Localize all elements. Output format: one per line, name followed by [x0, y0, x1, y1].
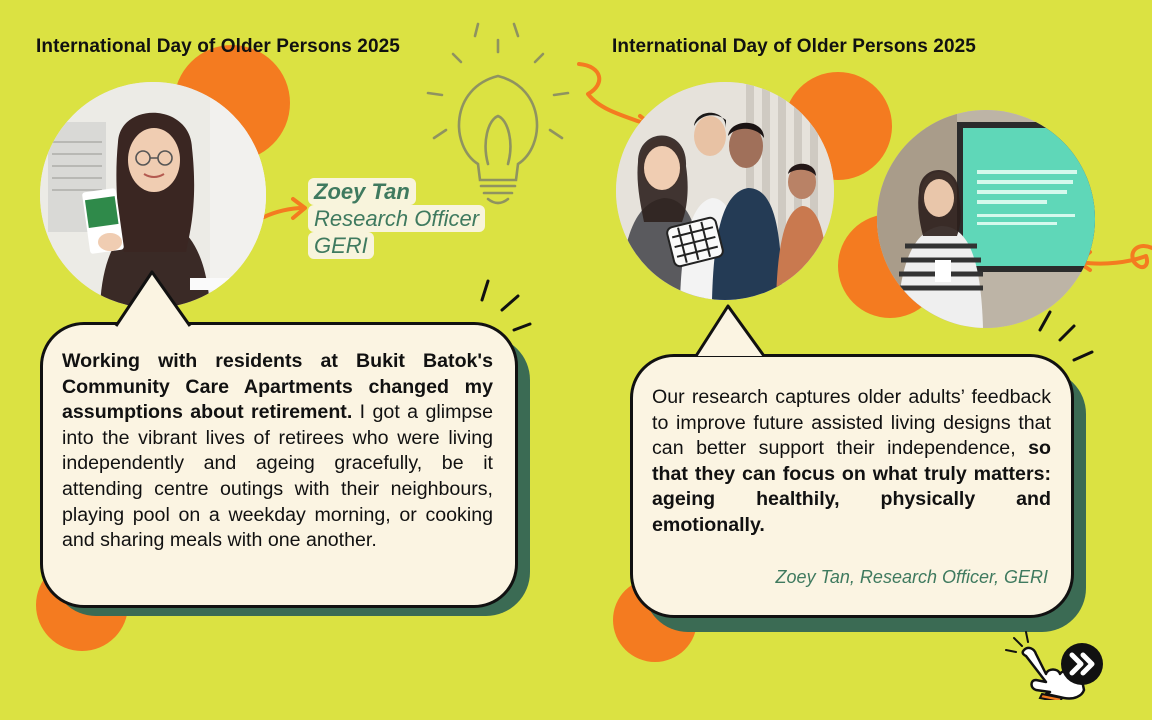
- person-name: Zoey Tan: [308, 178, 416, 205]
- lightbulb-icon: [428, 24, 568, 203]
- speech-bubble-tail: [692, 302, 772, 358]
- person-role: Research Officer: [308, 205, 485, 232]
- group-photo-illustration: [616, 82, 834, 300]
- testimonial-quote-left: [62, 349, 493, 554]
- person-org: GERI: [308, 232, 374, 259]
- quote-highlight: Working with residents at Bukit Batok's Community Care Apartments changed my assumptions about retirement.: [62, 350, 493, 424]
- next-page-button[interactable]: [1002, 630, 1112, 700]
- testimonial-quote-right: [652, 385, 1051, 539]
- quote-attribution: Zoey Tan, Research Officer, GERI: [775, 567, 1048, 587]
- page-heading-right: International Day of Older Persons 2025: [612, 36, 976, 57]
- double-chevron-icon: [1060, 642, 1104, 686]
- quote-body: Our research captures older adults’ feedback to improve future assisted living designs that can better support their independence,: [652, 386, 1051, 460]
- presentation-photo-illustration: [877, 110, 1095, 328]
- quote-highlight: so that they can focus on what truly matters: ageing healthily, physically and emotionally.: [652, 437, 1051, 536]
- speech-bubble-tail: [110, 268, 200, 328]
- quote-body: I got a glimpse into the vibrant lives of retirees who were living independently and ageing gracefully, be it attending centre outings with their neighbours, playing pool on a weekday morning, or cooking and sharing meals with one another.: [62, 401, 493, 552]
- page-heading-left: International Day of Older Persons 2025: [36, 36, 400, 57]
- presentation-photo: [877, 110, 1095, 328]
- group-photo: [616, 82, 834, 300]
